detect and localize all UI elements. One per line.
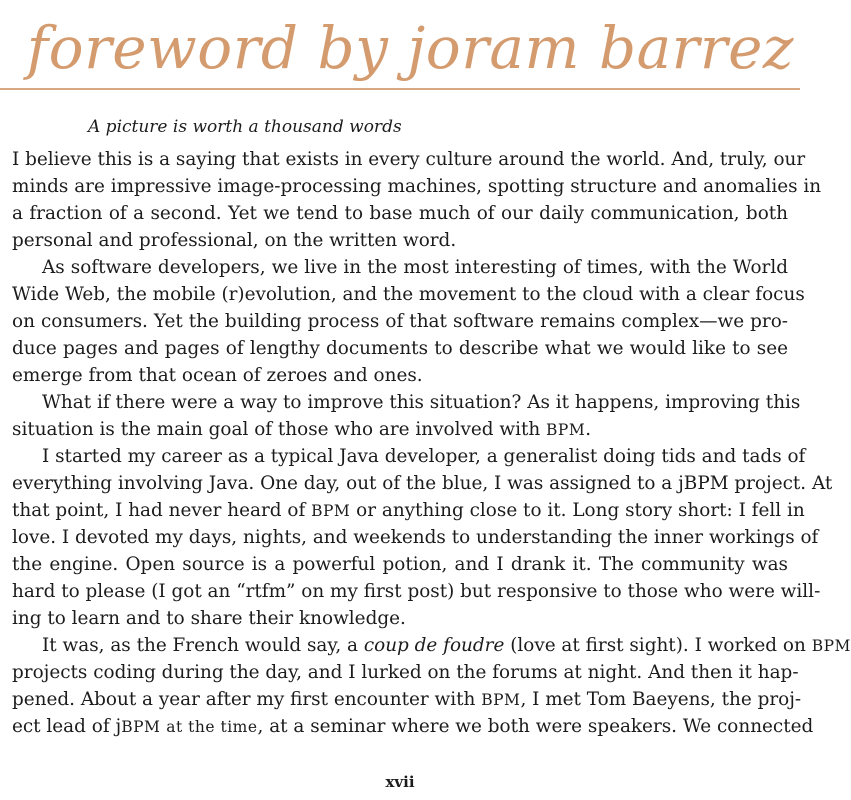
text-line <box>12 308 788 335</box>
text-line <box>12 254 788 281</box>
small-caps-text: BPM <box>311 502 351 520</box>
small-caps-text: BPM <box>121 718 161 736</box>
text-line <box>12 470 833 497</box>
text-run: As software developers, we live in the most interesting of times, with the World <box>42 257 788 278</box>
chapter-title: foreword by joram barrez <box>26 14 794 82</box>
page-number: xvii <box>385 773 415 791</box>
text-line <box>12 605 788 632</box>
text-run: , at a seminar where we both were speakers. We connected <box>257 716 814 737</box>
text-run: love. I devoted my days, nights, and weekends to understanding the inner workings of <box>12 527 819 548</box>
text-line <box>12 173 822 200</box>
text-run: hard to please (I got an “rtfm” on my first post) but responsive to those who were will- <box>12 581 821 602</box>
text-line <box>12 551 788 578</box>
text-run: a fraction of a second. Yet we tend to base much of our daily communication, both <box>12 203 788 224</box>
text-line <box>12 578 821 605</box>
text-run: minds are impressive image-processing machines, spotting structure and anomalies in <box>12 176 822 197</box>
text-line <box>12 659 799 686</box>
text-run: , I met Tom Baeyens, the proj- <box>520 689 802 710</box>
text-run: I believe this is a saying that exists in every culture around the world. And, truly, our <box>12 149 806 170</box>
text-line <box>12 362 788 389</box>
small-caps-text: at the time <box>166 718 258 736</box>
text-run: personal and professional, on the written word. <box>12 230 457 251</box>
text-line <box>12 146 806 173</box>
text-line <box>12 713 814 740</box>
text-run: pened. About a year after my first encounter with <box>12 689 482 710</box>
text-line <box>12 335 788 362</box>
text-line <box>12 686 802 713</box>
text-line <box>12 389 801 416</box>
text-line <box>12 632 851 659</box>
text-line <box>12 200 788 227</box>
text-run: . <box>585 419 592 440</box>
text-run: that point, I had never heard of <box>12 500 312 521</box>
text-line <box>12 227 788 254</box>
text-line <box>12 497 805 524</box>
text-run: or anything close to it. Long story short: I fell in <box>350 500 805 521</box>
text-line <box>12 281 805 308</box>
italic-phrase: coup de foudre <box>363 635 505 656</box>
text-line <box>12 416 788 443</box>
foreword-body <box>12 146 851 740</box>
text-run: the engine. Open source is a powerful potion, and I drank it. The community was <box>12 554 788 575</box>
text-run: I started my career as a typical Java developer, a generalist doing tids and tads of <box>42 446 806 467</box>
text-run: ect lead of j <box>12 716 122 737</box>
text-line <box>12 524 819 551</box>
text-run: Wide Web, the mobile (r)evolution, and the movement to the cloud with a clear focus <box>12 284 805 305</box>
text-run: everything involving Java. One day, out of the blue, I was assigned to a jBPM project. At <box>12 473 833 494</box>
text-run: ing to learn and to share their knowledge. <box>12 608 406 629</box>
text-run: on consumers. Yet the building process of that software remains complex—we pro- <box>12 311 788 332</box>
text-line <box>12 443 806 470</box>
text-run: (love at first sight). I worked on <box>504 635 812 656</box>
text-run: projects coding during the day, and I lurked on the forums at night. And then it hap- <box>12 662 799 683</box>
small-caps-text: BPM <box>481 691 521 709</box>
small-caps-text: BPM <box>811 637 851 655</box>
text-run: What if there were a way to improve this situation? As it happens, improving this <box>42 392 801 413</box>
epigraph: A picture is worth a thousand words <box>88 117 402 137</box>
small-caps-text: BPM <box>546 421 586 439</box>
text-run: duce pages and pages of lengthy documents to describe what we would like to see <box>12 338 788 359</box>
text-run: situation is the main goal of those who are involved with <box>12 419 547 440</box>
title-rule <box>0 88 800 90</box>
text-run: It was, as the French would say, a <box>42 635 364 656</box>
text-run: emerge from that ocean of zeroes and ones. <box>12 365 423 386</box>
